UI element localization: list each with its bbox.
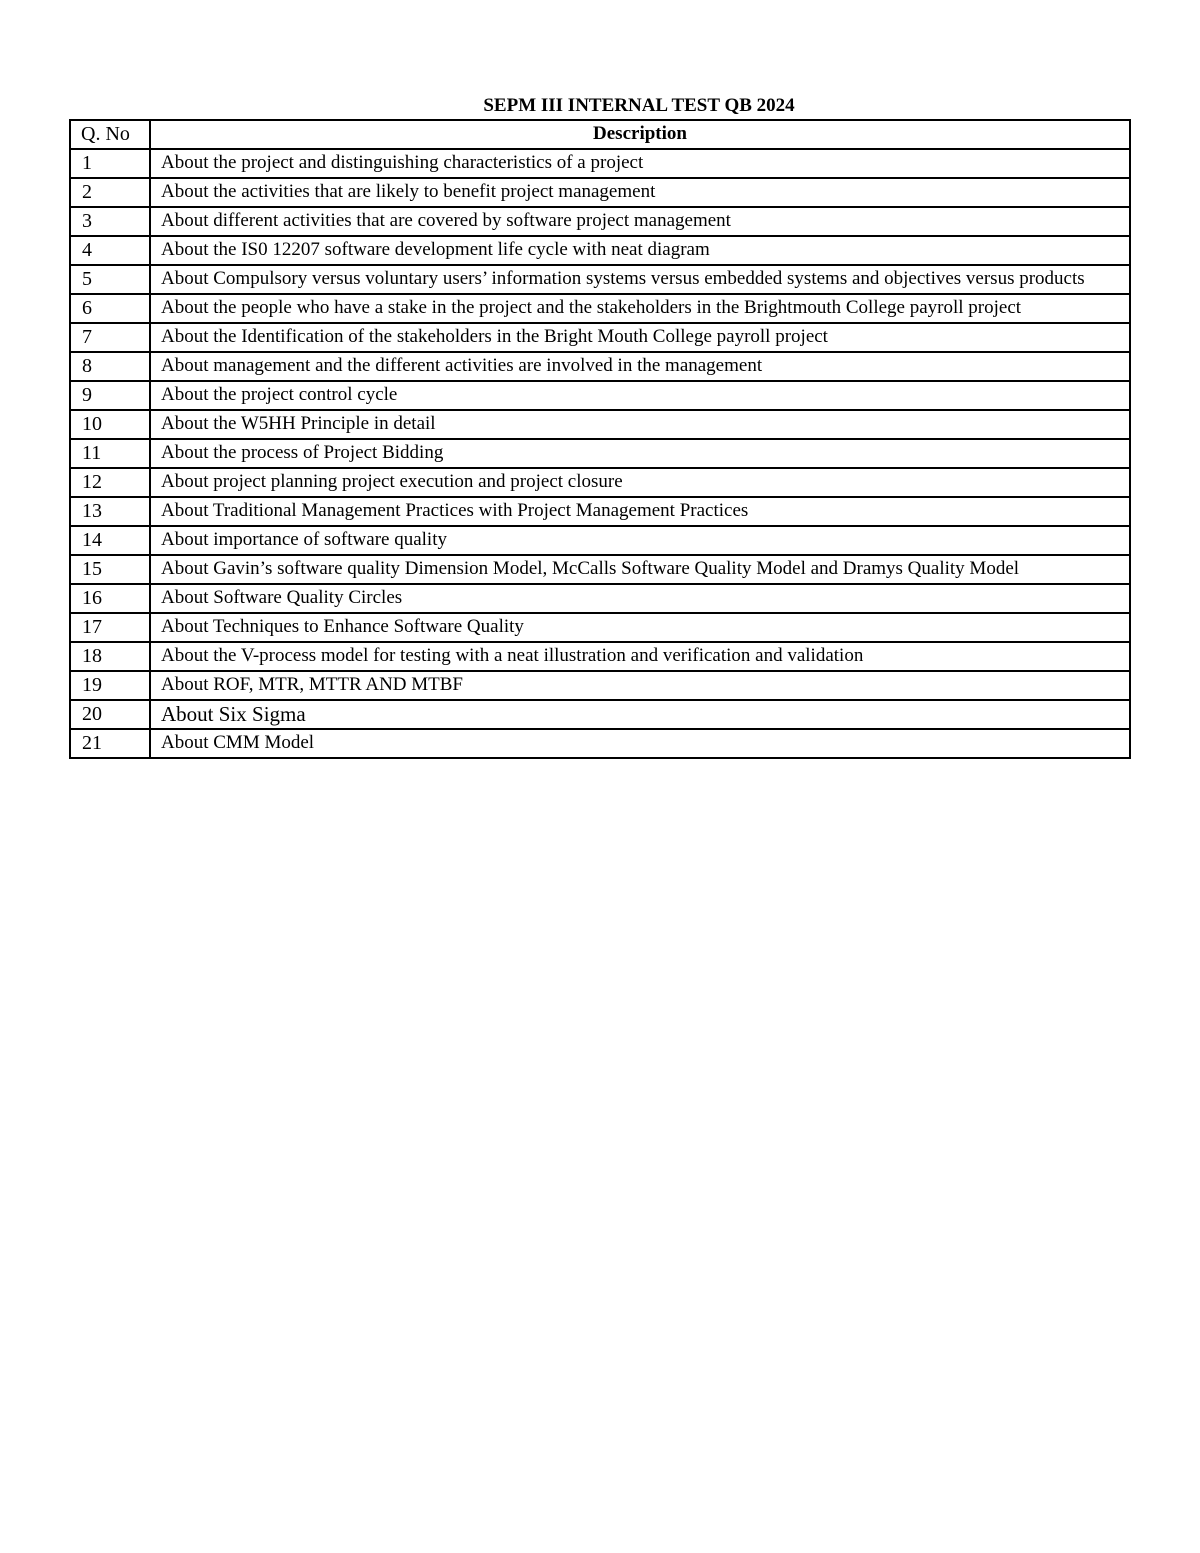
table-row [70, 439, 1130, 468]
question-number: 10 [70, 410, 150, 439]
table-row [70, 729, 1130, 758]
question-number: 20 [70, 700, 150, 729]
question-number: 18 [70, 642, 150, 671]
question-number: 4 [70, 236, 150, 265]
table-row [70, 613, 1130, 642]
question-number: 1 [70, 149, 150, 178]
question-description: About CMM Model [150, 729, 1130, 758]
question-description: About the people who have a stake in the project and the stakeholders in the Brightmouth College payroll project [150, 294, 1130, 323]
question-description: About the Identification of the stakeholders in the Bright Mouth College payroll project [150, 323, 1130, 352]
question-description: About Traditional Management Practices with Project Management Practices [150, 497, 1130, 526]
table-row [70, 700, 1130, 729]
question-description: About Compulsory versus voluntary users’ information systems versus embedded systems and objectives versus products [150, 265, 1130, 294]
question-bank-table [69, 119, 1131, 759]
description-header: Description [150, 120, 1130, 149]
question-number: 14 [70, 526, 150, 555]
table-row [70, 149, 1130, 178]
table-row [70, 323, 1130, 352]
question-number: 2 [70, 178, 150, 207]
question-number: 16 [70, 584, 150, 613]
question-number: 13 [70, 497, 150, 526]
question-number: 11 [70, 439, 150, 468]
question-number: 19 [70, 671, 150, 700]
table-row [70, 236, 1130, 265]
question-description: About the project control cycle [150, 381, 1130, 410]
table-row [70, 468, 1130, 497]
question-number: 15 [70, 555, 150, 584]
question-number: 9 [70, 381, 150, 410]
question-description: About the V-process model for testing with a neat illustration and verification and validation [150, 642, 1130, 671]
question-description: About different activities that are covered by software project management [150, 207, 1130, 236]
question-description: About importance of software quality [150, 526, 1130, 555]
question-number: 5 [70, 265, 150, 294]
question-description: About the W5HH Principle in detail [150, 410, 1130, 439]
question-description: About the project and distinguishing characteristics of a project [150, 149, 1130, 178]
table-row [70, 294, 1130, 323]
table-row [70, 555, 1130, 584]
question-description: About ROF, MTR, MTTR AND MTBF [150, 671, 1130, 700]
question-description: About the process of Project Bidding [150, 439, 1130, 468]
table-row [70, 207, 1130, 236]
table-row [70, 671, 1130, 700]
table-row [70, 265, 1130, 294]
question-description: About management and the different activities are involved in the management [150, 352, 1130, 381]
question-description: About Software Quality Circles [150, 584, 1130, 613]
question-description: About Techniques to Enhance Software Quality [150, 613, 1130, 642]
table-row [70, 584, 1130, 613]
question-number: 7 [70, 323, 150, 352]
table-row [70, 410, 1130, 439]
table-row [70, 526, 1130, 555]
question-description: About the IS0 12207 software development life cycle with neat diagram [150, 236, 1130, 265]
question-description: About the activities that are likely to benefit project management [150, 178, 1130, 207]
question-number: 8 [70, 352, 150, 381]
question-description: About project planning project execution and project closure [150, 468, 1130, 497]
question-number: 17 [70, 613, 150, 642]
table-row [70, 381, 1130, 410]
table-row [70, 497, 1130, 526]
table-row [70, 352, 1130, 381]
table-row [70, 642, 1130, 671]
question-number: 21 [70, 729, 150, 758]
question-number: 3 [70, 207, 150, 236]
question-number: 6 [70, 294, 150, 323]
table-row [70, 178, 1130, 207]
question-description: About Six Sigma [150, 700, 1130, 729]
question-number: 12 [70, 468, 150, 497]
page-title: SEPM III INTERNAL TEST QB 2024 [483, 95, 795, 116]
question-description: About Gavin’s software quality Dimension Model, McCalls Software Quality Model and Dramys Quality Model [150, 555, 1130, 584]
table-header-row [70, 120, 1130, 149]
qno-header: Q. No [70, 120, 150, 149]
